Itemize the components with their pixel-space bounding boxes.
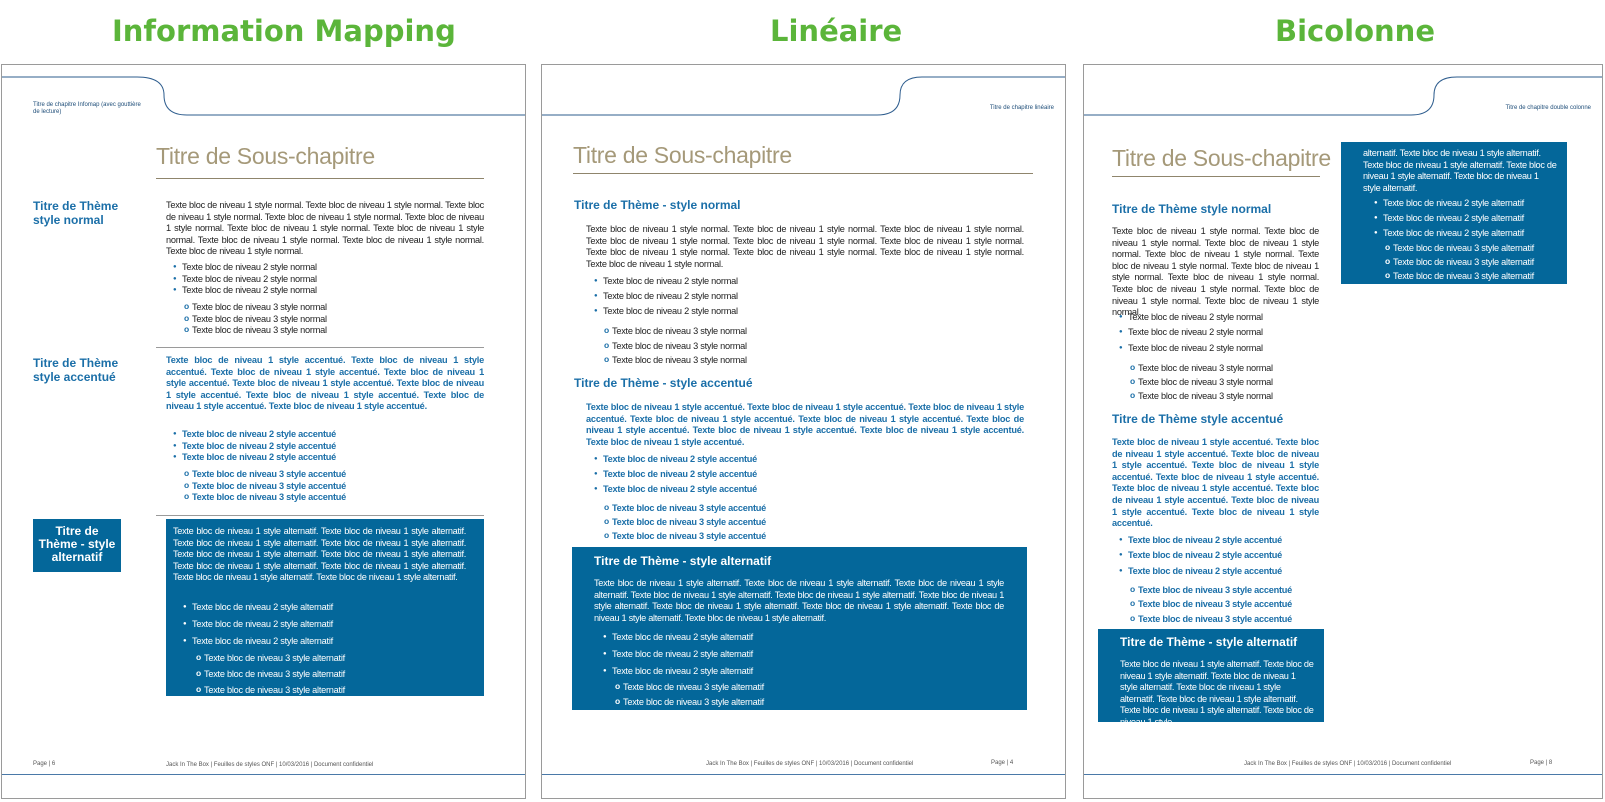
page-number: Page | 8 — [1530, 760, 1553, 766]
subchapter-title: Titre de Sous-chapitre — [573, 142, 792, 168]
list-item: ● Texte bloc de niveau 2 style alternatif — [612, 629, 753, 646]
page-number: Page | 6 — [33, 761, 56, 767]
list-level3-normal — [192, 302, 327, 337]
list-level2-accent — [182, 429, 336, 464]
page-infomap — [1, 64, 526, 799]
header-curve — [1084, 65, 1603, 125]
list-level2-normal — [182, 262, 317, 297]
list-level2-alt — [612, 629, 753, 680]
list-item: ● Texte bloc de niveau 2 style normal — [1128, 325, 1263, 340]
separator — [156, 515, 484, 516]
subchapter-rule — [573, 173, 1033, 174]
list-item: o Texte bloc de niveau 3 style accentué — [192, 492, 346, 504]
text-level1-accent: Texte bloc de niveau 1 style accentué. Texte bloc de niveau 1 style accentué. Texte bloc de niveau 1 style accentué. Texte bloc de niveau 1 style accentué. Texte bloc de niveau 1 style accentué. Texte bloc de niveau 1 style accentué. Texte bloc de niveau 1 style accentué. Texte bloc de niveau 1 style accentué. Texte bloc de niveau 1 style accentué. — [1112, 437, 1319, 529]
theme-title-normal: Titre de Thème - style normal — [574, 198, 741, 212]
list-level3-alt — [204, 650, 345, 698]
list-item: o Texte bloc de niveau 3 style normal — [612, 339, 747, 354]
list-item: o Texte bloc de niveau 3 style alternatif — [1393, 269, 1534, 283]
list-item: o Texte bloc de niveau 3 style accentué — [612, 515, 766, 529]
theme-title-alt: Titre de Thème - style alternatif — [1120, 635, 1298, 649]
list-level2-normal — [1128, 310, 1263, 356]
text-level1-alt: Texte bloc de niveau 1 style alternatif. Texte bloc de niveau 1 style alternatif. Texte bloc de niveau 1 style alternatif. Texte bloc de niveau 1 style alternatif. Texte bloc de niveau 1 style alternatif. Texte bloc de niveau 1 style alternatif. Texte bloc de niveau 1 style alternatif. Texte bloc de niveau 1 style alternatif. Texte bloc de niveau 1 style alternatif. Texte bloc de niveau 1 style alternatif. — [173, 526, 466, 583]
text-level1-normal: Texte bloc de niveau 1 style normal. Texte bloc de niveau 1 style normal. Texte bloc de niveau 1 style normal. Texte bloc de niveau 1 style normal. Texte bloc de niveau 1 style normal. Texte bloc de niveau 1 style normal. Texte bloc de niveau 1 style normal. Texte bloc de niveau 1 style normal. Texte bloc de niveau 1 style normal. Texte bloc de niveau 1 style normal. — [586, 224, 1024, 269]
list-level3-normal — [1138, 361, 1273, 403]
text-level1-accent: Texte bloc de niveau 1 style accentué. Texte bloc de niveau 1 style accentué. Texte bloc de niveau 1 style accentué. Texte bloc de niveau 1 style accentué. Texte bloc de niveau 1 style accentué. Texte bloc de niveau 1 style accentué. Texte bloc de niveau 1 style accentué. Texte bloc de niveau 1 style accentué. Texte bloc de niveau 1 style accentué. — [586, 402, 1024, 447]
list-level2-normal — [603, 274, 738, 319]
list-item: ● Texte bloc de niveau 2 style alternatif — [192, 633, 333, 650]
list-item: o Texte bloc de niveau 3 style alternatif — [204, 682, 345, 698]
list-item: ● Texte bloc de niveau 2 style accentué — [1128, 564, 1282, 579]
header-curve — [2, 65, 526, 125]
list-item: o Texte bloc de niveau 3 style normal — [192, 325, 327, 337]
list-item: o Texte bloc de niveau 3 style normal — [1138, 389, 1273, 403]
page-lineaire — [541, 64, 1066, 799]
footer-text: Jack In The Box | Feuilles de styles ONF | 10/03/2016 | Document confidentiel — [1244, 761, 1452, 767]
list-item: o Texte bloc de niveau 3 style normal — [1138, 375, 1273, 389]
list-item: ● Texte bloc de niveau 2 style normal — [1128, 310, 1263, 325]
list-level3-alt — [623, 680, 764, 710]
list-item: o Texte bloc de niveau 3 style alternatif — [623, 680, 764, 695]
header-curve — [542, 65, 1066, 125]
footer-rule — [1084, 774, 1603, 775]
list-item: ● Texte bloc de niveau 2 style alternatif — [1383, 211, 1524, 226]
list-item: o Texte bloc de niveau 3 style alternatif — [204, 666, 345, 682]
text-level1-alt-cont: alternatif. Texte bloc de niveau 1 style alternatif. Texte bloc de niveau 1 style alternatif. Texte bloc de niveau 1 style alternatif. Texte bloc de niveau 1 style alternatif. — [1363, 148, 1557, 193]
footer-rule — [2, 774, 526, 775]
list-item: o Texte bloc de niveau 3 style normal — [612, 353, 747, 368]
list-item: ● Texte bloc de niveau 2 style alternatif — [192, 616, 333, 633]
list-item: ● Texte bloc de niveau 2 style alternatif — [192, 599, 333, 616]
heading-information-mapping: Information Mapping — [112, 14, 456, 48]
list-item: ● Texte bloc de niveau 2 style normal — [603, 274, 738, 289]
text-level1-normal: Texte bloc de niveau 1 style normal. Texte bloc de niveau 1 style normal. Texte bloc de niveau 1 style normal. Texte bloc de niveau 1 style normal. Texte bloc de niveau 1 style normal. Texte bloc de niveau 1 style normal. Texte bloc de niveau 1 style normal. Texte bloc de niveau 1 style normal. Texte bloc de niveau 1 style normal. Texte bloc de niveau 1 style normal. — [1112, 226, 1319, 318]
list-level3-accent — [612, 501, 766, 543]
theme-title-accent: Titre de Thème style accentué — [1112, 412, 1284, 426]
theme-title-normal: Titre de Thème style normal — [33, 199, 119, 227]
list-item: o Texte bloc de niveau 3 style accentué — [612, 529, 766, 543]
list-item: o Texte bloc de niveau 3 style accentué — [1138, 612, 1292, 626]
list-item: ● Texte bloc de niveau 2 style normal — [1128, 341, 1263, 356]
list-item: ● Texte bloc de niveau 2 style accentué — [182, 441, 336, 453]
subchapter-rule — [156, 178, 484, 179]
list-item: ● Texte bloc de niveau 2 style alternatif — [612, 646, 753, 663]
list-item: ● Texte bloc de niveau 2 style normal — [182, 262, 317, 274]
theme-title-accent: Titre de Thème - style accentué — [574, 376, 753, 390]
text-level1-alt-cut: Texte bloc de niveau 1 style alternatif. Texte bloc de niveau 1 style alternatif. Texte bloc de niveau 1 style alternatif. Texte bloc de niveau 1 style alternatif. Texte bloc de niveau 1 style alternatif. Texte bloc de niveau 1 style alternatif. Texte bloc de niveau 1 style — [1120, 659, 1314, 727]
list-item: o Texte bloc de niveau 3 style accentué — [1138, 583, 1292, 597]
list-item: ● Texte bloc de niveau 2 style accentué — [1128, 533, 1282, 548]
list-level2-alt — [1383, 196, 1524, 241]
list-item: ● Texte bloc de niveau 2 style alternatif — [1383, 226, 1524, 241]
list-level3-alt — [1393, 241, 1534, 283]
subchapter-title: Titre de Sous-chapitre — [156, 143, 375, 169]
text-level1-accent: Texte bloc de niveau 1 style accentué. Texte bloc de niveau 1 style accentué. Texte bloc de niveau 1 style accentué. Texte bloc de niveau 1 style accentué. Texte bloc de niveau 1 style accentué. Texte bloc de niveau 1 style accentué. Texte bloc de niveau 1 style accentué. Texte bloc de niveau 1 style accentué. Texte bloc de niveau 1 style accentué. — [166, 355, 484, 412]
list-level3-accent — [1138, 583, 1292, 626]
list-item: o Texte bloc de niveau 3 style alternatif — [204, 650, 345, 666]
list-item: o Texte bloc de niveau 3 style accentué — [192, 481, 346, 493]
subchapter-rule — [1112, 176, 1320, 177]
list-item: ● Texte bloc de niveau 2 style normal — [182, 274, 317, 286]
list-item: ● Texte bloc de niveau 2 style accentué — [182, 452, 336, 464]
list-item: ● Texte bloc de niveau 2 style normal — [603, 289, 738, 304]
list-item: ● Texte bloc de niveau 2 style normal — [603, 304, 738, 319]
theme-title-accent: Titre de Thème style accentué — [33, 356, 119, 384]
list-item: o Texte bloc de niveau 3 style accentué — [612, 501, 766, 515]
list-item: ● Texte bloc de niveau 2 style normal — [182, 285, 317, 297]
list-item: o Texte bloc de niveau 3 style accentué — [192, 469, 346, 481]
list-level2-alt — [192, 599, 333, 650]
list-item: o Texte bloc de niveau 3 style alternatif — [1393, 255, 1534, 269]
list-item: ● Texte bloc de niveau 2 style alternatif — [1383, 196, 1524, 211]
list-item: ● Texte bloc de niveau 2 style accentué — [603, 467, 757, 482]
list-level3-normal — [612, 324, 747, 368]
page-number: Page | 4 — [991, 760, 1014, 766]
theme-title-normal: Titre de Thème style normal — [1112, 202, 1272, 216]
footer-rule — [542, 774, 1066, 775]
list-item: o Texte bloc de niveau 3 style normal — [1138, 361, 1273, 375]
list-item: ● Texte bloc de niveau 2 style accentué — [182, 429, 336, 441]
list-item: o Texte bloc de niveau 3 style normal — [192, 302, 327, 314]
list-item: o Texte bloc de niveau 3 style accentué — [1138, 597, 1292, 611]
list-item: ● Texte bloc de niveau 2 style accentué — [603, 452, 757, 467]
list-item: o Texte bloc de niveau 3 style alternatif — [1393, 241, 1534, 255]
list-item: ● Texte bloc de niveau 2 style accentué — [603, 482, 757, 497]
footer-text: Jack In The Box | Feuilles de styles ONF | 10/03/2016 | Document confidentiel — [706, 761, 914, 767]
theme-title-alt: Titre de Thème - style alternatif — [33, 519, 121, 572]
list-item: o Texte bloc de niveau 3 style normal — [192, 314, 327, 326]
list-item: o Texte bloc de niveau 3 style normal — [612, 324, 747, 339]
heading-lineaire: Linéaire — [770, 14, 903, 48]
text-level1-normal: Texte bloc de niveau 1 style normal. Texte bloc de niveau 1 style normal. Texte bloc de niveau 1 style normal. Texte bloc de niveau 1 style normal. Texte bloc de niveau 1 style normal. Texte bloc de niveau 1 style normal. Texte bloc de niveau 1 style normal. Texte bloc de niveau 1 style normal. Texte bloc de niveau 1 style normal. Texte bloc de niveau 1 style normal. — [166, 200, 484, 257]
chapter-title: Titre de chapitre linéaire — [989, 105, 1054, 111]
list-item: ● Texte bloc de niveau 2 style alternatif — [612, 663, 753, 680]
separator — [156, 347, 484, 348]
theme-title-alt: Titre de Thème - style alternatif — [594, 554, 772, 568]
text-level1-alt: Texte bloc de niveau 1 style alternatif. Texte bloc de niveau 1 style alternatif. Texte bloc de niveau 1 style alternatif. Texte bloc de niveau 1 style alternatif. Texte bloc de niveau 1 style alternatif. Texte bloc de niveau 1 style alternatif. Texte bloc de niveau 1 style alternatif. Texte bloc de niveau 1 style alternatif. Texte bloc de niveau 1 style alternatif. Texte bloc de niveau 1 style alternatif. — [594, 578, 1004, 623]
list-level2-accent — [603, 452, 757, 497]
list-item: o Texte bloc de niveau 3 style alternatif — [623, 695, 764, 710]
page-bicolonne — [1083, 64, 1603, 799]
chapter-title: Titre de chapitre Infomap (avec gouttière de lecture) — [33, 102, 141, 115]
footer-text: Jack In The Box | Feuilles de styles ONF | 10/03/2016 | Document confidentiel — [166, 762, 374, 768]
list-level3-accent — [192, 469, 346, 504]
heading-bicolonne: Bicolonne — [1275, 14, 1435, 48]
subchapter-title: Titre de Sous-chapitre — [1112, 145, 1331, 171]
chapter-title: Titre de chapitre double colonne — [1505, 105, 1591, 111]
list-level2-accent — [1128, 533, 1282, 579]
list-item: ● Texte bloc de niveau 2 style accentué — [1128, 548, 1282, 563]
